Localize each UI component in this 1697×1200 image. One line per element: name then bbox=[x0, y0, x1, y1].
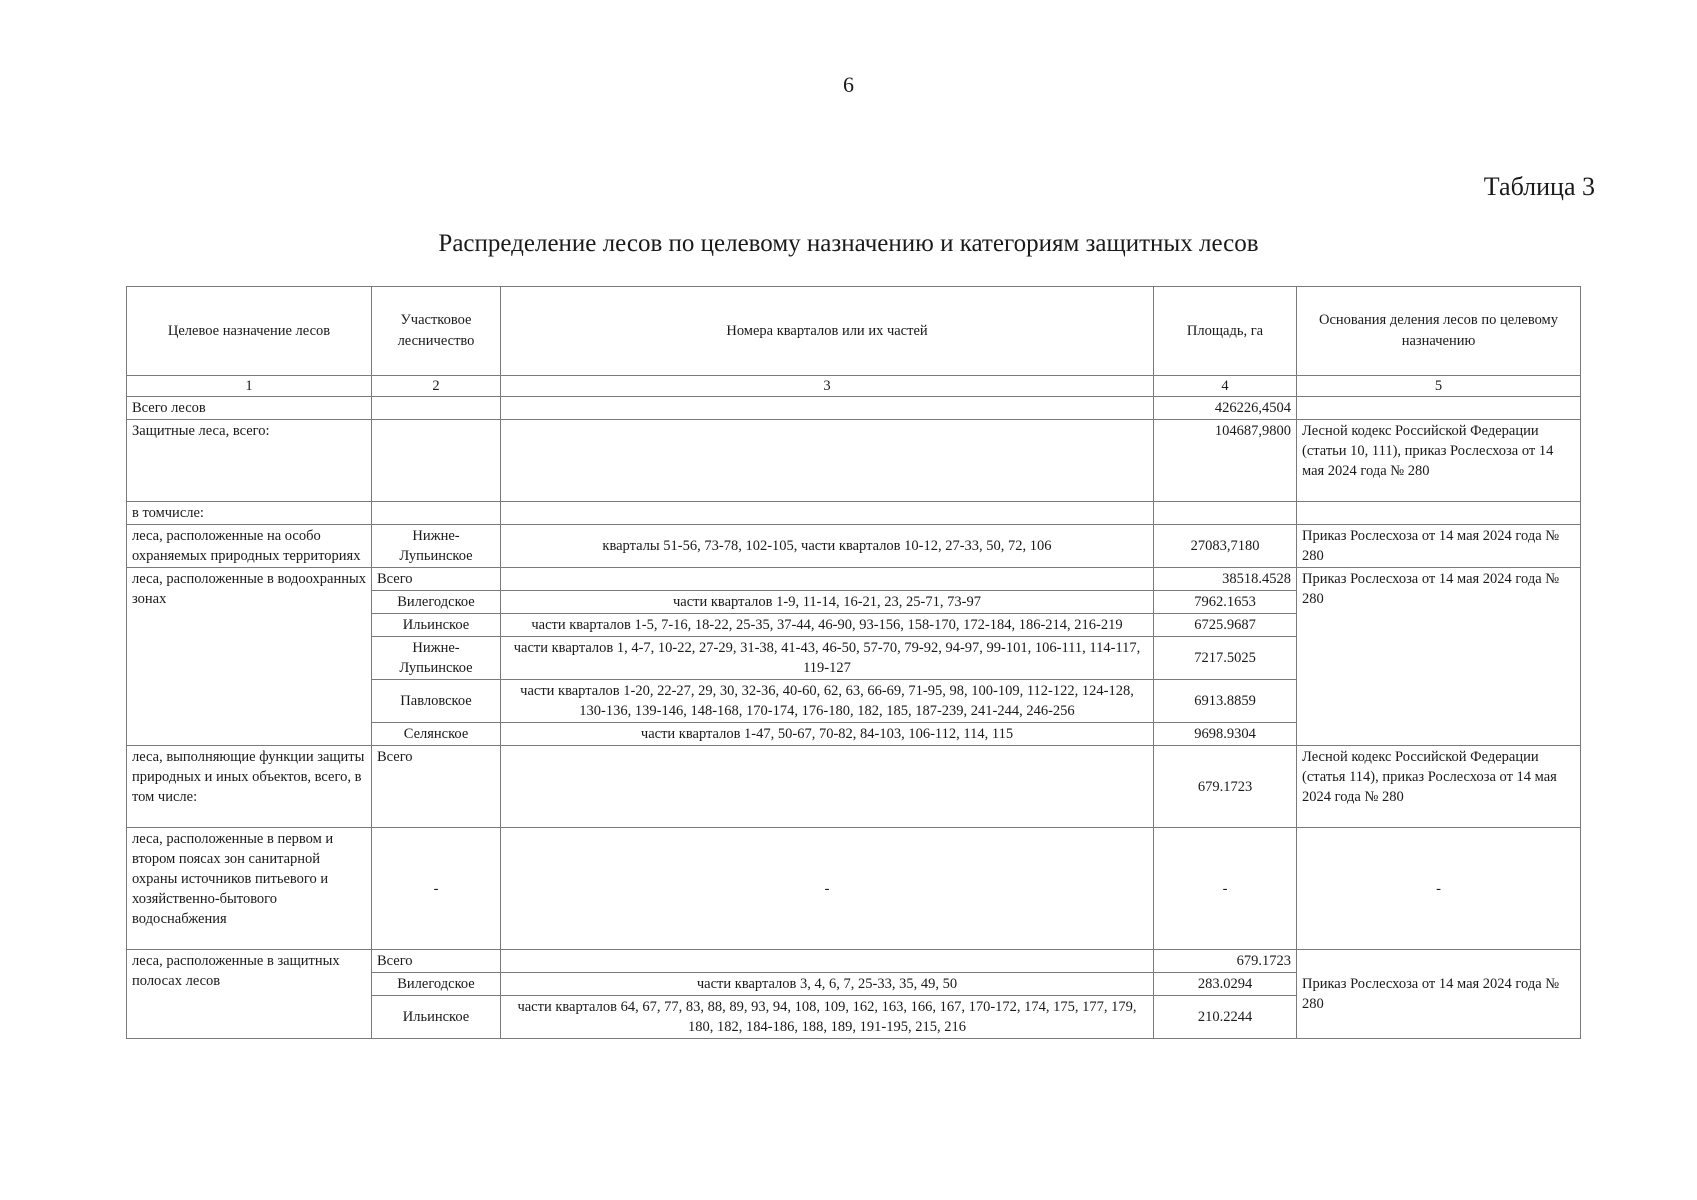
column-numbers-row bbox=[127, 376, 1581, 397]
forestry-cell: Нижне-Лупьинское bbox=[372, 525, 501, 568]
forestry-cell: Ильинское bbox=[372, 614, 501, 637]
purpose-cell: в томчисле: bbox=[127, 502, 372, 525]
forestry-cell: Всего bbox=[372, 950, 501, 973]
quarters-cell: части кварталов 1, 4-7, 10-22, 27-29, 31-38, 41-43, 46-50, 57-70, 79-92, 94-97, 99-101, 106-111, 114-117, 119-127 bbox=[501, 637, 1154, 680]
header-purpose: Целевое назначение лесов bbox=[127, 287, 372, 376]
quarters-cell: части кварталов 1-47, 50-67, 70-82, 84-103, 106-112, 114, 115 bbox=[501, 723, 1154, 746]
basis-cell bbox=[1297, 397, 1581, 420]
area-cell bbox=[1154, 502, 1297, 525]
forestry-cell: Нижне-Лупьинское bbox=[372, 637, 501, 680]
quarters-cell: части кварталов 1-5, 7-16, 18-22, 25-35, 37-44, 46-90, 93-156, 158-170, 172-184, 186-214, 216-219 bbox=[501, 614, 1154, 637]
forestry-cell: Вилегодское bbox=[372, 591, 501, 614]
purpose-cell: Защитные леса, всего: bbox=[127, 420, 372, 502]
quarters-cell bbox=[501, 950, 1154, 973]
column-number: 2 bbox=[372, 376, 501, 397]
quarters-cell bbox=[501, 420, 1154, 502]
header-row bbox=[127, 287, 1581, 376]
quarters-cell bbox=[501, 502, 1154, 525]
basis-cell: - bbox=[1297, 828, 1581, 950]
quarters-cell: части кварталов 1-9, 11-14, 16-21, 23, 25-71, 73-97 bbox=[501, 591, 1154, 614]
forestry-cell bbox=[372, 420, 501, 502]
area-cell: 38518.4528 bbox=[1154, 568, 1297, 591]
column-number: 3 bbox=[501, 376, 1154, 397]
table-label: Таблица 3 bbox=[1483, 172, 1595, 201]
area-cell: 9698.9304 bbox=[1154, 723, 1297, 746]
purpose-cell: Всего лесов bbox=[127, 397, 372, 420]
forestry-cell: Всего bbox=[372, 746, 501, 828]
area-cell: - bbox=[1154, 828, 1297, 950]
quarters-cell bbox=[501, 746, 1154, 828]
forestry-cell: - bbox=[372, 828, 501, 950]
area-cell: 27083,7180 bbox=[1154, 525, 1297, 568]
column-number: 1 bbox=[127, 376, 372, 397]
document-title: Распределение лесов по целевому назначению и категориям защитных лесов bbox=[438, 230, 1259, 257]
forestry-cell bbox=[372, 502, 501, 525]
table-row bbox=[127, 828, 1581, 950]
basis-cell: Лесной кодекс Российской Федерации (статья 114), приказ Рослесхоза от 14 мая 2024 года № 280 bbox=[1297, 746, 1581, 828]
page-number: 6 bbox=[843, 72, 854, 97]
forestry-cell: Вилегодское bbox=[372, 973, 501, 996]
purpose-cell: леса, выполняющие функции защиты природных и иных объектов, всего, в том числе: bbox=[127, 746, 372, 828]
basis-cell bbox=[1297, 950, 1581, 973]
area-cell: 7962.1653 bbox=[1154, 591, 1297, 614]
purpose-cell: леса, расположенные в защитных полосах лесов bbox=[127, 950, 372, 1039]
header-quarters: Номера кварталов или их частей bbox=[501, 287, 1154, 376]
area-cell: 426226,4504 bbox=[1154, 397, 1297, 420]
table-row bbox=[127, 502, 1581, 525]
quarters-cell bbox=[501, 397, 1154, 420]
forestry-cell bbox=[372, 397, 501, 420]
area-cell: 679.1723 bbox=[1154, 950, 1297, 973]
area-cell: 6913.8859 bbox=[1154, 680, 1297, 723]
basis-cell bbox=[1297, 502, 1581, 525]
purpose-cell: леса, расположенные в первом и втором поясах зон санитарной охраны источников питьевого и хозяйственно-бытового водоснабжения bbox=[127, 828, 372, 950]
forestry-cell: Ильинское bbox=[372, 996, 501, 1039]
purpose-cell: леса, расположенные в водоохранных зонах bbox=[127, 568, 372, 746]
table-row bbox=[127, 397, 1581, 420]
header-forestry: Участковое лесничество bbox=[372, 287, 501, 376]
basis-cell: Приказ Рослесхоза от 14 мая 2024 года № 280 bbox=[1297, 525, 1581, 568]
column-number: 5 bbox=[1297, 376, 1581, 397]
basis-cell: Приказ Рослесхоза от 14 мая 2024 года № 280 bbox=[1297, 568, 1581, 746]
quarters-cell: части кварталов 64, 67, 77, 83, 88, 89, 93, 94, 108, 109, 162, 163, 166, 167, 170-172, 174, 175, 177, 179, 180, 182, 184-186, 188, 189, 191-195, 215, 216 bbox=[501, 996, 1154, 1039]
basis-cell: Приказ Рослесхоза от 14 мая 2024 года № 280 bbox=[1297, 973, 1581, 1039]
area-cell: 6725.9687 bbox=[1154, 614, 1297, 637]
area-cell: 283.0294 bbox=[1154, 973, 1297, 996]
basis-cell: Лесной кодекс Российской Федерации (статьи 10, 111), приказ Рослесхоза от 14 мая 2024 года № 280 bbox=[1297, 420, 1581, 502]
area-cell: 679.1723 bbox=[1154, 746, 1297, 828]
area-cell: 104687,9800 bbox=[1154, 420, 1297, 502]
purpose-cell: леса, расположенные на особо охраняемых природных территориях bbox=[127, 525, 372, 568]
quarters-cell: кварталы 51-56, 73-78, 102-105, части кварталов 10-12, 27-33, 50, 72, 106 bbox=[501, 525, 1154, 568]
header-basis: Основания деления лесов по целевому назначению bbox=[1297, 287, 1581, 376]
forestry-cell: Селянское bbox=[372, 723, 501, 746]
quarters-cell bbox=[501, 568, 1154, 591]
forestry-cell: Павловское bbox=[372, 680, 501, 723]
area-cell: 210.2244 bbox=[1154, 996, 1297, 1039]
quarters-cell: части кварталов 1-20, 22-27, 29, 30, 32-36, 40-60, 62, 63, 66-69, 71-95, 98, 100-109, 112-122, 124-128, 130-136, 139-146, 148-168, 170-174, 176-180, 182, 185, 187-239, 241-244, 246-256 bbox=[501, 680, 1154, 723]
area-cell: 7217.5025 bbox=[1154, 637, 1297, 680]
table-row bbox=[127, 746, 1581, 828]
forestry-cell: Всего bbox=[372, 568, 501, 591]
table-row bbox=[127, 950, 1581, 973]
forest-distribution-table bbox=[126, 286, 1581, 1039]
header-area: Площадь, га bbox=[1154, 287, 1297, 376]
table-row bbox=[127, 525, 1581, 568]
quarters-cell: - bbox=[501, 828, 1154, 950]
table-row bbox=[127, 568, 1581, 591]
column-number: 4 bbox=[1154, 376, 1297, 397]
quarters-cell: части кварталов 3, 4, 6, 7, 25-33, 35, 49, 50 bbox=[501, 973, 1154, 996]
table-row bbox=[127, 420, 1581, 502]
